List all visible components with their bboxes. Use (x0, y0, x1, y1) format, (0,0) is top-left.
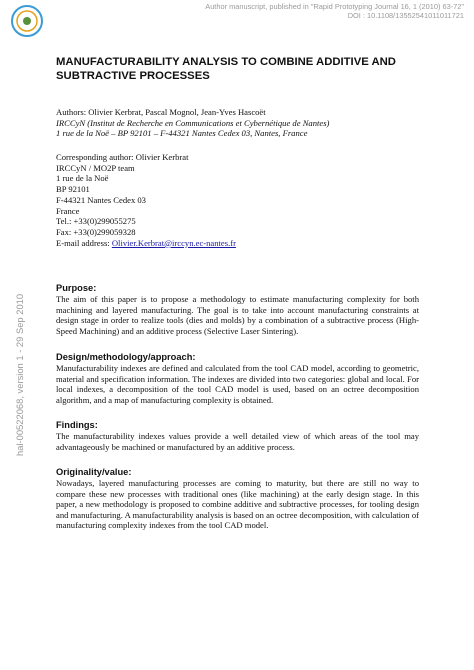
section-heading: Design/methodology/approach: (56, 352, 196, 362)
author-names: Authors: Olivier Kerbrat, Pascal Mognol, Jean-Yves Hascoët (56, 107, 266, 117)
email-line (56, 238, 419, 249)
email-link[interactable]: Olivier.Kerbrat@irccyn.ec-nantes.fr (111, 237, 236, 248)
corresponding-line: Tel.: +33(0)299055275 (56, 216, 136, 227)
authors-block (56, 107, 419, 139)
publication-note (164, 3, 464, 20)
hal-sidebar-note: hal-00522068, version 1 - 29 Sep 2010 (14, 293, 25, 456)
section-design-methodology (56, 352, 419, 405)
corresponding-line: Corresponding author: Olivier Kerbrat (56, 152, 189, 162)
corresponding-line: Fax: +33(0)299059328 (56, 226, 136, 237)
section-text: The aim of this paper is to propose a methodology to estimate manufacturing complexity for both machining and layered manufacturing. The goal is to take into account manufacturing constraints at design stage in order to realize tools (dies and molds) by a combination of a subtractive process (High-Speed Machining) and an additive process (Selective Laser Sintering). (56, 294, 419, 336)
paper-title: MANUFACTURABILITY ANALYSIS TO COMBINE ADDITIVE AND SUBTRACTIVE PROCESSES (56, 56, 396, 82)
section-heading: Purpose: (56, 283, 97, 293)
corresponding-block (56, 152, 419, 248)
corresponding-line: France (56, 205, 80, 216)
corresponding-line: F-44321 Nantes Cedex 03 (56, 194, 146, 205)
corresponding-line: 1 rue de la Noë (56, 173, 109, 184)
section-text: The manufacturability indexes values provide a well detailed view of which areas of the tool may advantageously be machined or manufactured by an additive process. (56, 431, 419, 452)
publication-doi: DOI : 10.1108/13552541011011721 (347, 10, 464, 20)
section-text: Manufacturability indexes are defined and calculated from the tool CAD model, according to geometric, material and specification information. The indexes are divided into two categories: global and local. For local indexes, a decomposition of the tool CAD model is used, based on an octree decomposition algorithm, and a map of manufacturing complexity is obtained. (56, 363, 419, 405)
section-heading: Originality/value: (56, 467, 132, 477)
author-address: 1 rue de la Noë – BP 92101 – F-44321 Nantes Cedex 03, Nantes, France (56, 128, 308, 139)
section-text: Nowadays, layered manufacturing processes are coming to maturity, but there are still no way to compare these new processes with traditional ones (like machining) at the early design stage. In this paper, a new methodology is proposed to combine additive and subtractive processes, for tooling design and manufacturing. A manufacturability analysis is based on an octree decomposition, with calculation of manufacturing complexity indexes from the tool CAD model. (56, 478, 419, 531)
hal-logo-icon (8, 2, 46, 40)
section-originality-value (56, 467, 419, 531)
publication-citation: Author manuscript, published in "Rapid Prototyping Journal 16, 1 (2010) 63-72" (205, 2, 464, 11)
corresponding-line: IRCCyN / MO2P team (56, 162, 135, 173)
section-purpose (56, 283, 419, 336)
section-findings (56, 420, 419, 452)
author-institute: IRCCyN (Institut de Recherche en Communications et Cybernétique de Nantes) (56, 117, 330, 128)
email-label: E-mail address: (56, 237, 112, 248)
section-heading: Findings: (56, 420, 98, 430)
corresponding-line: BP 92101 (56, 184, 90, 195)
